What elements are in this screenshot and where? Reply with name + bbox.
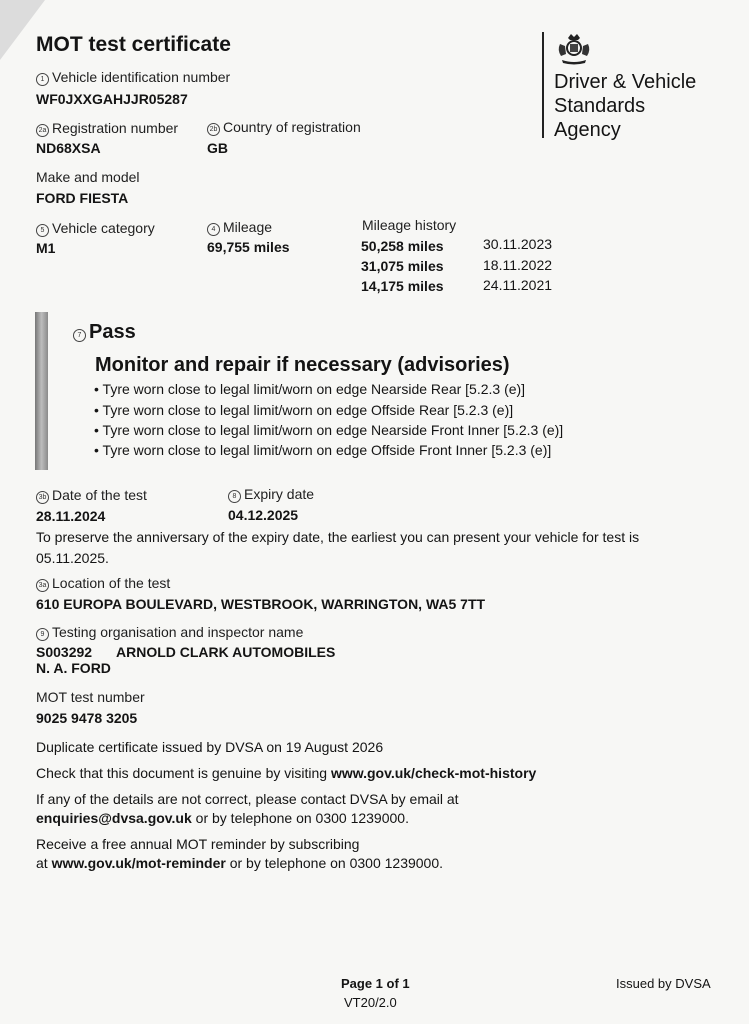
test-date-value: 28.11.2024 <box>36 508 106 524</box>
location-label <box>36 575 170 592</box>
check-mot-history-link[interactable]: www.gov.uk/check-mot-history <box>330 765 537 781</box>
details-notice: If any of the details are not correct, please contact DVSA by email at <box>36 791 459 807</box>
mileage-history-date: 18.11.2022 <box>483 257 553 273</box>
dvsa-email-link[interactable]: enquiries@dvsa.gov.uk <box>36 810 192 826</box>
field-number: 9 <box>36 628 49 641</box>
reminder-contact-text: or by telephone on 0300 1239000. <box>225 855 444 871</box>
details-contact <box>36 810 409 826</box>
field-number: 2a <box>36 124 49 137</box>
location-value: 610 EUROPA BOULEVARD, WESTBROOK, WARRINGTON, WA5 7TT <box>36 596 486 612</box>
country-value: GB <box>207 140 228 156</box>
organisation-name: ARNOLD CLARK AUTOMOBILES <box>116 644 336 660</box>
result-status-bar <box>35 312 48 470</box>
mileage-label <box>207 219 272 236</box>
result-status-text: Pass <box>89 321 136 343</box>
field-number: 5 <box>36 224 49 237</box>
mileage-history-miles: 31,075 miles <box>361 258 444 274</box>
vin-value: WF0JXXGAHJJR05287 <box>36 91 188 107</box>
reminder-contact <box>36 855 443 871</box>
advisory-item: • Tyre worn close to legal limit/worn on edge Offside Rear [5.2.3 (e)] <box>94 402 514 418</box>
category-label <box>36 220 155 237</box>
anniversary-note-date: 05.11.2025. <box>36 550 109 566</box>
field-number: 1 <box>36 73 49 86</box>
mileage-history-label: Mileage history <box>362 217 457 233</box>
form-code: VT20/2.0 <box>344 995 397 1010</box>
anniversary-note: To preserve the anniversary of the expiry date, the earliest you can present your vehicle for test is <box>36 529 640 545</box>
field-number: 2b <box>207 123 220 136</box>
category-label-text: Vehicle category <box>52 220 155 236</box>
vin-label <box>36 69 230 86</box>
agency-line-2: Standards <box>554 95 646 117</box>
field-number: 7 <box>73 329 86 342</box>
organisation-code: S003292 <box>36 644 93 660</box>
mot-reminder-link[interactable]: www.gov.uk/mot-reminder <box>51 855 226 871</box>
mileage-label-text: Mileage <box>223 219 273 235</box>
mileage-history-date: 24.11.2021 <box>483 277 553 293</box>
field-number: 8 <box>228 490 241 503</box>
duplicate-notice: Duplicate certificate issued by DVSA on 19 August 2026 <box>36 739 384 755</box>
inspector-name: N. A. FORD <box>36 660 111 676</box>
advisory-item: • Tyre worn close to legal limit/worn on edge Offside Front Inner [5.2.3 (e)] <box>94 442 552 458</box>
mileage-value: 69,755 miles <box>207 239 290 255</box>
test-date-label-text: Date of the test <box>52 487 147 503</box>
page-number: Page 1 of 1 <box>341 976 410 991</box>
reminder-prefix: at <box>36 855 52 871</box>
field-number: 3b <box>36 491 49 504</box>
royal-crest-icon <box>554 30 594 66</box>
registration-value: ND68XSA <box>36 140 101 156</box>
location-label-text: Location of the test <box>52 575 171 591</box>
result-status <box>73 321 136 344</box>
reminder-notice: Receive a free annual MOT reminder by subscribing <box>36 836 360 852</box>
expiry-date-value: 04.12.2025 <box>228 507 299 523</box>
registration-label-text: Registration number <box>52 120 179 136</box>
issued-by: Issued by DVSA <box>616 976 711 991</box>
registration-label <box>36 120 178 137</box>
mileage-history-date: 30.11.2023 <box>483 236 553 252</box>
category-value: M1 <box>36 240 56 256</box>
test-number-value: 9025 9478 3205 <box>36 710 138 726</box>
certificate-title: MOT test certificate <box>36 33 231 56</box>
organisation-label-text: Testing organisation and inspector name <box>52 624 304 640</box>
test-number-label: MOT test number <box>36 689 145 705</box>
check-notice <box>36 765 536 781</box>
make-model-value: FORD FIESTA <box>36 190 129 206</box>
advisories-heading: Monitor and repair if necessary (advisories) <box>95 354 510 376</box>
agency-name <box>554 70 696 142</box>
agency-line-1: Driver & Vehicle <box>554 71 697 93</box>
advisory-item: • Tyre worn close to legal limit/worn on edge Nearside Rear [5.2.3 (e)] <box>94 381 526 397</box>
test-date-label <box>36 487 147 504</box>
agency-line-3: Agency <box>554 119 621 141</box>
vin-label-text: Vehicle identification number <box>52 69 231 85</box>
expiry-date-label-text: Expiry date <box>244 486 315 502</box>
country-label <box>207 119 361 136</box>
logo-rule <box>542 32 544 138</box>
details-contact-text: or by telephone on 0300 1239000. <box>191 810 409 826</box>
advisory-item: • Tyre worn close to legal limit/worn on edge Nearside Front Inner [5.2.3 (e)] <box>94 422 564 438</box>
make-model-label: Make and model <box>36 169 140 185</box>
mileage-history-miles: 14,175 miles <box>361 278 444 294</box>
expiry-date-label <box>228 486 314 503</box>
field-number: 4 <box>207 223 220 236</box>
field-number: 3a <box>36 579 49 592</box>
organisation-label <box>36 624 303 641</box>
check-notice-text: Check that this document is genuine by visiting <box>36 765 331 781</box>
country-label-text: Country of registration <box>223 119 361 135</box>
mileage-history-miles: 50,258 miles <box>361 238 444 254</box>
